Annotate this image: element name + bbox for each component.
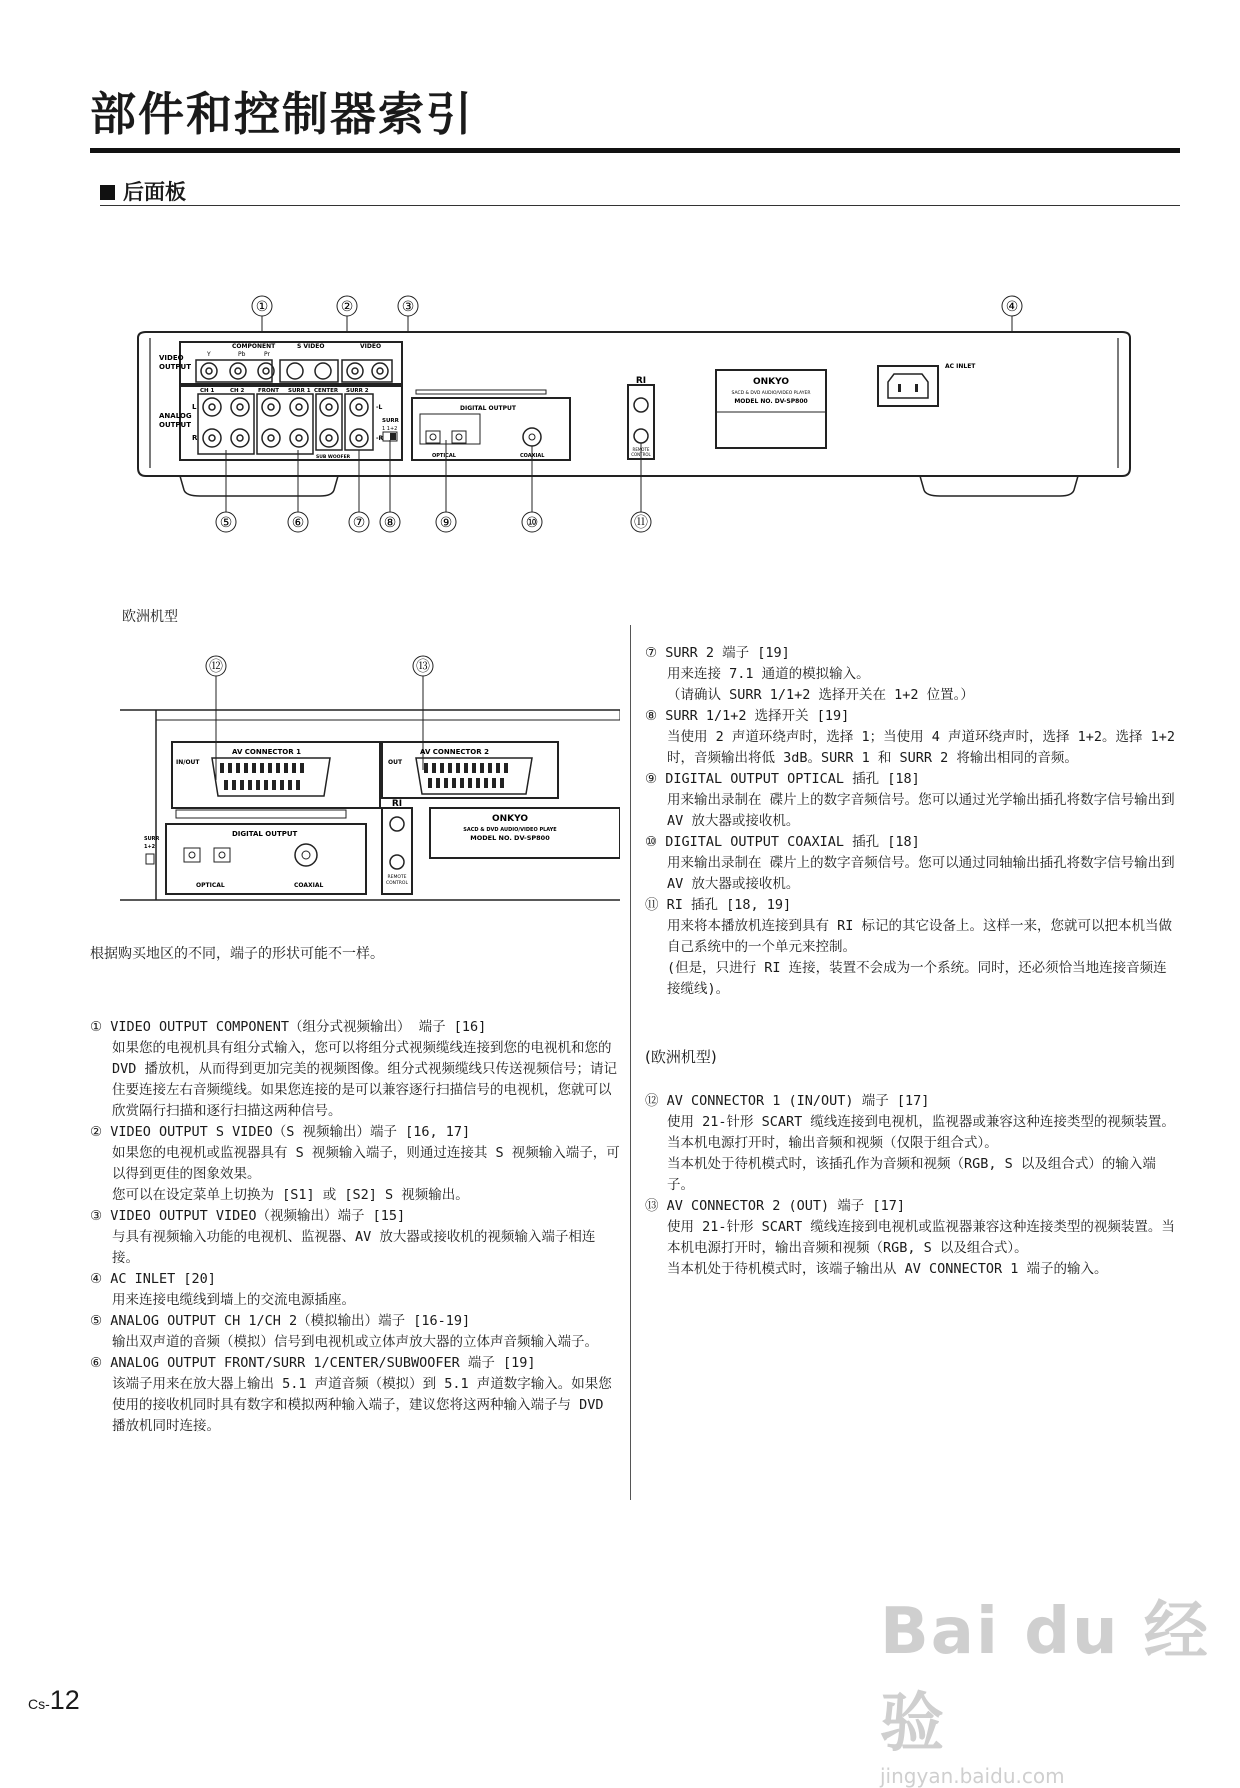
- svg-text:AC INLET: AC INLET: [945, 363, 976, 370]
- callout-3-text: ③: [401, 299, 415, 315]
- svg-text:S VIDEO: S VIDEO: [297, 343, 325, 350]
- baidu-watermark: [880, 1580, 1240, 1788]
- svg-text:RI: RI: [635, 376, 647, 386]
- svg-text:L: L: [192, 403, 197, 411]
- region-difference-note: 根据购买地区的不同，端子的形状可能不一样。: [90, 946, 384, 962]
- square-bullet-icon: [100, 185, 115, 200]
- svg-text:VIDEO: VIDEO: [360, 343, 382, 350]
- svg-text:CH 1: CH 1: [200, 388, 215, 394]
- section-heading-text: 后面板: [123, 180, 186, 204]
- list-item: ⑥ ANALOG OUTPUT FRONT/SURR 1/CENTER/SUBWOOFER 端子 [19] 该端子用来在放大器上输出 5.1 声道音频（模拟）到 5.1 声道数字输入。如果您使用的接收机同时具有数字和模拟两种输入端子，建议您将这两种输入端子与 DVD 播放机同时连接。: [90, 1355, 612, 1434]
- svg-text:ONKYO: ONKYO: [752, 377, 790, 387]
- list-item: ⑬ AV CONNECTOR 2 (OUT) 端子 [17] 使用 21-针形 SCART 缆线连接到电视机或监视器兼容这种连接类型的视频装置。当本机电源打开时，输出音频和视频（RGB, S 以及组合式）。 当本机处于待机模式时，该端子输出从 AV CONNECTOR 1 端子的输入。: [645, 1198, 1175, 1277]
- svg-text:DIGITAL OUTPUT: DIGITAL OUTPUT: [460, 405, 516, 412]
- svg-text:Y: Y: [207, 351, 211, 358]
- svg-text:SURR 2: SURR 2: [346, 388, 369, 394]
- callout-2-text: ②: [340, 299, 354, 315]
- svg-text:SURR 1: SURR 1: [288, 388, 311, 394]
- list-item: ⑤ ANALOG OUTPUT CH 1/CH 2（模拟输出）端子 [16-19] 输出双声道的音频（模拟）信号到电视机或立体声放大器的立体声音频输入端子。: [90, 1313, 598, 1350]
- svg-text:SACD & DVD AUDIO/VIDEO PLAYER: SACD & DVD AUDIO/VIDEO PLAYER: [731, 391, 811, 396]
- list-item: ⑧ SURR 1/1+2 选择开关 [19] 当使用 2 声道环绕声时，选择 1；当使用 4 声道环绕声时，选择 1+2。选择 1+2 时，音频输出将低 3dB。SURR 1 和 SURR 2 将输出相同的音频。: [645, 708, 1176, 766]
- item-list-left: [90, 1017, 620, 1437]
- svg-text:R: R: [192, 434, 198, 442]
- item-list-right: [645, 643, 1180, 1000]
- svg-text:SUB WOOFER: SUB WOOFER: [316, 455, 351, 460]
- svg-text:⑥: ⑥: [291, 515, 305, 531]
- rear-panel-diagram: [120, 290, 1160, 590]
- svg-text:SACD & DVD AUDIO/VIDEO PLAYE: SACD & DVD AUDIO/VIDEO PLAYE: [463, 827, 557, 833]
- list-item: ⑪ RI 插孔 [18, 19] 用来将本播放机连接到具有 RI 标记的其它设备上。这样一来，您就可以把本机当做自己系统中的一个单元来控制。 (但是，只进行 RI 连接，装置不会成为一个系统。同时，还必须恰当地连接音频连接缆线)。: [645, 897, 1173, 997]
- svg-text:⑧: ⑧: [383, 515, 397, 531]
- watermark-url: jingyan.baidu.com: [880, 1764, 1065, 1788]
- euro-panel-diagram: [120, 650, 620, 910]
- svg-text:Pr: Pr: [264, 351, 270, 358]
- column-divider: [630, 625, 631, 1500]
- watermark-logo: Bai du 经验: [880, 1595, 1210, 1761]
- title-rule: [90, 148, 1180, 153]
- item-list-right-euro: [645, 1091, 1180, 1280]
- callout-1-text: ①: [255, 299, 269, 315]
- callout-4-text: ④: [1005, 299, 1019, 315]
- list-item: ⑫ AV CONNECTOR 1 (IN/OUT) 端子 [17] 使用 21-针形 SCART 缆线连接到电视机，监视器或兼容这种连接类型的视频装置。当本机电源打开时，输出音频和视频（仅限于组合式）。 当本机处于待机模式时，该插孔作为音频和视频（RGB, S 以及组合式）的输入端子。: [645, 1093, 1175, 1193]
- analog-output-label: ANALOG: [159, 412, 192, 420]
- svg-text:-R: -R: [376, 435, 384, 442]
- list-item: ⑩ DIGITAL OUTPUT COAXIAL 插孔 [18] 用来输出录制在 碟片上的数字音频信号。您可以通过同轴输出插孔将数字信号输出到 AV 放大器或接收机。: [645, 834, 1175, 892]
- video-output-label: VIDEO: [159, 354, 184, 362]
- list-item: ① VIDEO OUTPUT COMPONENT（组分式视频输出） 端子 [16] 如果您的电视机具有组分式输入，您可以将组分式视频缆线连接到您的电视机和您的 DVD 播放机，从而得到更加完美的视频图像。组分式视频缆线只传送视频信号；请记住要连接左右音频缆线。如果您连接的是可以兼容逐行扫描信号的电视机，您就可以欣赏隔行扫描和逐行扫描这两种信号。: [90, 1019, 618, 1119]
- svg-text:ONKYO: ONKYO: [491, 814, 529, 824]
- svg-text:⑦: ⑦: [352, 515, 366, 531]
- svg-text:COAXIAL: COAXIAL: [520, 453, 545, 459]
- svg-text:OUTPUT: OUTPUT: [159, 363, 191, 371]
- svg-text:1+2: 1+2: [144, 844, 156, 850]
- svg-text:REMOTE: REMOTE: [632, 447, 650, 452]
- svg-text:MODEL NO. DV-SP800: MODEL NO. DV-SP800: [734, 398, 808, 405]
- svg-text:OUTPUT: OUTPUT: [159, 421, 191, 429]
- svg-text:Pb: Pb: [238, 351, 246, 358]
- svg-text:MODEL NO. DV-SP800: MODEL NO. DV-SP800: [470, 834, 550, 842]
- page-number: Cs-12: [28, 1685, 80, 1715]
- list-item: ⑦ SURR 2 端子 [19] 用来连接 7.1 通道的模拟输入。 （请确认 SURR 1/1+2 选择开关在 1+2 位置。）: [645, 645, 974, 703]
- svg-text:AV CONNECTOR 1: AV CONNECTOR 1: [232, 748, 301, 756]
- section-heading: [100, 176, 186, 206]
- component-label: COMPONENT: [232, 343, 276, 350]
- page-title: 部件和控制器索引: [90, 87, 474, 141]
- svg-text:⑩: ⑩: [525, 515, 539, 531]
- svg-text:DIGITAL OUTPUT: DIGITAL OUTPUT: [232, 830, 298, 838]
- svg-text:CONTROL: CONTROL: [631, 452, 651, 457]
- svg-text:⑫: ⑫: [209, 659, 223, 675]
- svg-text:FRONT: FRONT: [258, 388, 280, 394]
- svg-text:1 1+2: 1 1+2: [382, 426, 398, 432]
- svg-text:OPTICAL: OPTICAL: [432, 453, 456, 459]
- svg-text:⑤: ⑤: [219, 515, 233, 531]
- svg-text:CENTER: CENTER: [314, 388, 339, 394]
- svg-text:REMOTE: REMOTE: [387, 875, 407, 880]
- section-rule: [100, 205, 1180, 206]
- svg-text:IN/OUT: IN/OUT: [176, 759, 200, 766]
- svg-text:⑬: ⑬: [416, 659, 430, 675]
- list-item: ② VIDEO OUTPUT S VIDEO（S 视频输出）端子 [16, 17] 如果您的电视机或监视器具有 S 视频输入端子，则通过连接其 S 视频输入端子，可以得到更佳的图象效果。 您可以在设定菜单上切换为 [S1] 或 [S2] S 视频输出。: [90, 1124, 620, 1203]
- svg-text:OUT: OUT: [388, 759, 403, 766]
- euro-model-heading: (欧洲机型): [645, 1048, 717, 1066]
- list-item: ④ AC INLET [20] 用来连接电缆线到墙上的交流电源插座。: [90, 1271, 355, 1308]
- svg-text:AV CONNECTOR 2: AV CONNECTOR 2: [420, 748, 489, 756]
- svg-text:CH 2: CH 2: [230, 388, 245, 394]
- svg-text:⑨: ⑨: [439, 515, 453, 531]
- list-item: ⑨ DIGITAL OUTPUT OPTICAL 插孔 [18] 用来输出录制在 碟片上的数字音频信号。您可以通过光学输出插孔将数字信号输出到 AV 放大器或接收机。: [645, 771, 1175, 829]
- svg-text:SURR: SURR: [144, 836, 160, 842]
- svg-text:SURR: SURR: [382, 418, 399, 424]
- euro-model-label: 欧洲机型: [122, 609, 178, 625]
- svg-text:RI: RI: [391, 799, 403, 809]
- svg-text:COAXIAL: COAXIAL: [294, 882, 324, 889]
- svg-text:-L: -L: [376, 404, 383, 411]
- svg-text:OPTICAL: OPTICAL: [196, 882, 225, 889]
- svg-text:CONTROL: CONTROL: [386, 881, 408, 886]
- list-item: ③ VIDEO OUTPUT VIDEO（视频输出）端子 [15] 与具有视频输入功能的电视机、监视器、AV 放大器或接收机的视频输入端子相连接。: [90, 1208, 596, 1266]
- svg-text:⑪: ⑪: [634, 515, 648, 531]
